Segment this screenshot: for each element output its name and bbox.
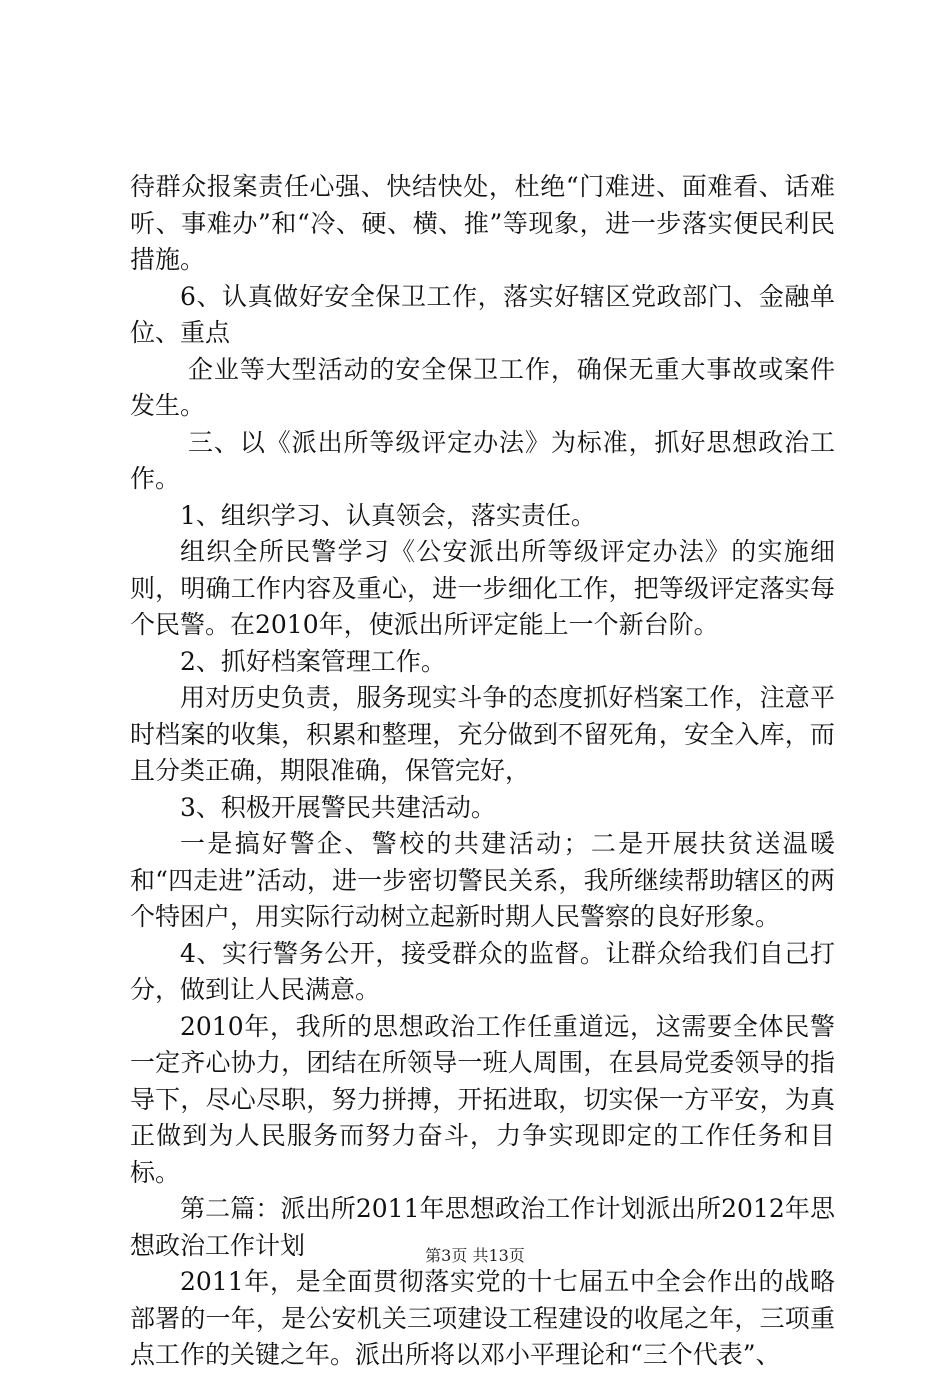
paragraph-continuation: 待群众报案责任心强、快结快处，杜绝“门难进、面难看、话难听、事难办”和“冷、硬、横、推”等现象，进一步落实便民利民措施。 <box>130 172 835 274</box>
paragraph-2011-intro: 2011年，是全面贯彻落实党的十七届五中全会作出的战略部署的一年，是公安机关三项建设工程建设的收尾之年，三项重点工作的关键之年。派出所将以邓小平理论和“三个代表”、 <box>130 1267 835 1369</box>
paragraph-summary-2010: 2010年，我所的思想政治工作任重道远，这需要全体民警一定齐心协力，团结在所领导一班人周围，在县局党委领导的指导下，尽心尽职，努力拼搏，开拓进取，切实保一方平安，为真正做到为人民服务而努力奋斗，力争实现即定的工作任务和目标。 <box>130 1011 835 1187</box>
paragraph-item-3-body: 一是搞好警企、警校的共建活动；二是开展扶贫送温暖和“四走进”活动，进一步密切警民关系，我所继续帮助辖区的两个特困户，用实际行动树立起新时期人民警察的良好形象。 <box>130 829 835 931</box>
paragraph-item-2: 2、抓好档案管理工作。 <box>180 646 446 676</box>
page-footer: 第3页 共13页 <box>425 1246 525 1265</box>
document-body <box>130 169 835 1374</box>
paragraph-item-4: 4、实行警务公开，接受群众的监督。让群众给我们自己打分，做到让人民满意。 <box>130 938 835 1004</box>
paragraph-item-2-body: 用对历史负责，服务现实斗争的态度抓好档案工作，注意平时档案的收集，积累和整理，充分做到不留死角，安全入库，而且分类正确，期限准确，保管完好， <box>130 683 835 785</box>
paragraph-item-1: 1、组织学习、认真领会，落实责任。 <box>180 500 596 530</box>
paragraph-item-6: 6、认真做好安全保卫工作，落实好辖区党政部门、金融单位、重点 <box>130 281 835 347</box>
chapter-two-title: 第二篇：派出所2011年思想政治工作计划派出所2012年思想政治工作计划 <box>130 1194 835 1260</box>
paragraph-item-3: 3、积极开展警民共建活动。 <box>180 792 496 822</box>
section-heading-3: 三、以《派出所等级评定办法》为标准，抓好思想政治工作。 <box>130 427 835 493</box>
paragraph-item-6-continued: 企业等大型活动的安全保卫工作，确保无重大事故或案件发生。 <box>130 354 835 420</box>
paragraph-item-1-body: 组织全所民警学习《公安派出所等级评定办法》的实施细则，明确工作内容及重心，进一步细化工作，把等级评定落实每个民警。在2010年，使派出所评定能上一个新台阶。 <box>130 537 835 639</box>
